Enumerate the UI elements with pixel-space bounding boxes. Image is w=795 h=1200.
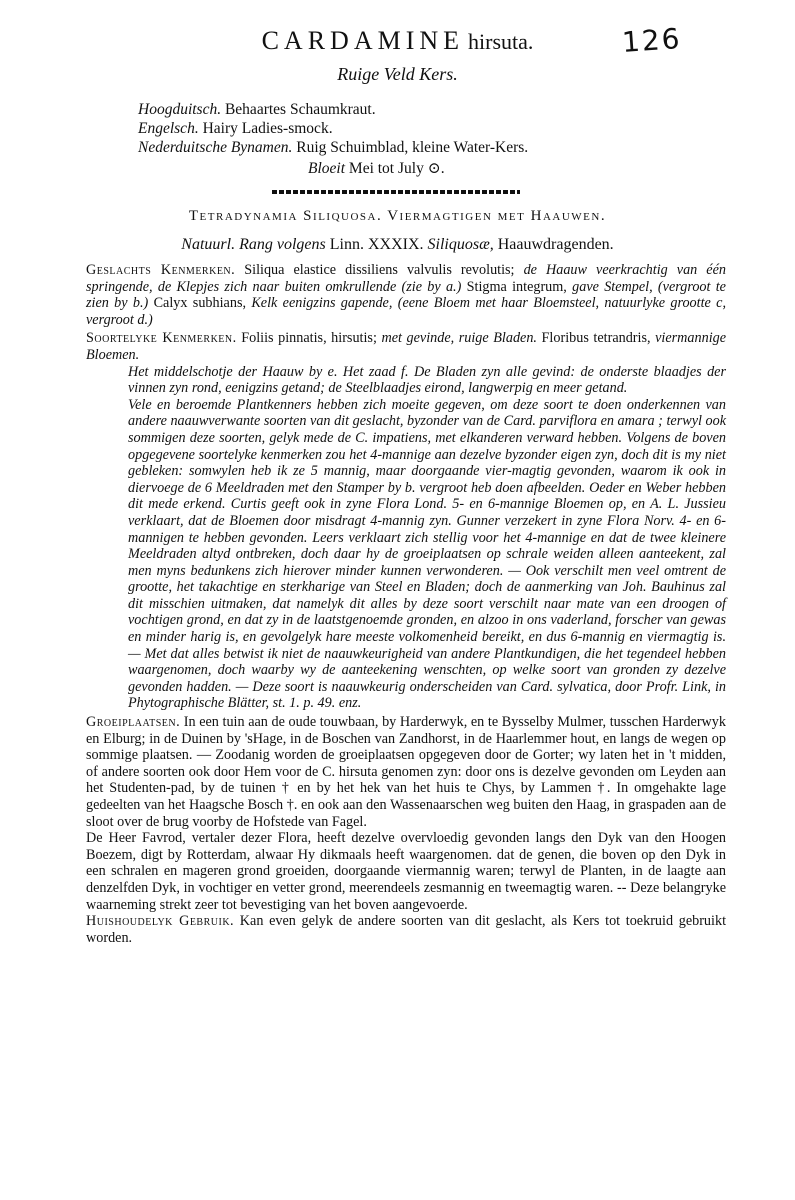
ornamental-divider xyxy=(272,190,520,194)
observation-discussion: Vele en beroemde Plantkenners hebben zich moeite gegeven, om deze soort te doen onderkennen van andere naauwverwante soorten van dit geslacht, byzonder van de Card. parviflora en amara ; terwyl ook sommigen deze soorten, gelyk mede de C. impatiens, met elkanderen verward hebben. Volgens de boven opgegevene soortelyke kenmerken zou het 4-mannige aan dezelve byzonder eigen zyn, doch dit is my niet gebleken: somwylen heb ik ze 5 mannig, maar doorgaande vier-magtig gevonden, waarom ik ook in diervoege de 6 Meeldraden met den Stamper by b. vergroot heb doen afbeelden. Oeder en Weber hebben dit mede erkend. Curtis geeft ook in zyne Flora Lond. 5- en 6-mannige Bloemen op, en A. L. Jussieu verklaart, dat de Bloemen door misdragt 4-mannig zyn. Gunner verzekert in zyne Flora Norv. 4- en 6-mannigen te hebben gevonden. Leers verklaart zich stellig voor het 4-mannige en dat de twee kleinere Meeldraden altyd ontbreken, doch daar hy de groeiplaatsen op schrale weiden alleen aanteekent, zal men myns bedunkens zich hierover minder kunnen verwonderen. — Ook verschilt men veel omtrent de grootte, het takachtige en sterkharige van Steel en Bladen; doch de aanmerking van Joh. Bauhinus zal dit misschien uitmaken, dat namelyk dit alles by deze soort verschilt naar mate van een droogen of vochtigen grond, en dat zy in de laatstgenoemde gronden, en alzoo in ons vaderland, forscher van gewas en minder harig is, en gevolgelyk hare meeste volkomenheid bereikt, en dus 6-mannig en viermagtig is. — Met dat alles betwist ik niet de naauwkeurigheid van andere Plantkundigen, die het tegendeel hebben waargenomen, doch waarby wy de aanteekening wenschten, op welke soort van gronden zy dezelve gevonden hadden. — Deze soort is naauwkeurig onderscheiden van Card. sylvatica, door Profr. Link, in Phytographische Blätter, st. 1. p. 49. enz. xyxy=(128,396,726,712)
species-epithet: hirsuta. xyxy=(468,29,534,54)
page-number: 126 xyxy=(620,21,683,60)
species-characters: Soortelyke Kenmerken. Foliis pinnatis, hirsutis; met gevinde, ruige Bladen. Floribus tetrandris, viermannige Bloemen. xyxy=(86,330,727,363)
genus-name: CARDAMINE xyxy=(261,26,465,55)
linnaean-classification: Tetradynamia Siliquosa. Viermagtigen met Haauwen. xyxy=(188,208,607,224)
observation-parts: Het middelschotje der Haauw by e. Het zaad f. De Bladen zyn alle gevind: de onderste blaadjes der vinnen zyn rond, eenigzins getand; de Steelblaadjes eirond, langwerpig en meer getand. xyxy=(128,363,726,397)
habitat-favrod: De Heer Favrod, vertaler dezer Flora, heeft dezelve overvloedig gevonden langs den Dyk van den Hoogen Boezem, digt by Rotterdam, alwaar Hy dikmaals heeft waargenomen. dat de genen, die boven op den Dyk in een schralen en mageren grond groeiden, doorgaande viermannig waren; terwyl de Planten, in de laagte aan denzelfden Dyk, in vochtiger en vetter grond, meerendeels zesmannig en tweemagtig waren. -- Deze belangryke waarneming strekt zeer tot bevestiging van het boven aangevoerde. xyxy=(86,830,726,913)
vernacular-names xyxy=(138,100,528,157)
dutch-common-name: Ruige Veld Kers. xyxy=(337,64,458,84)
natural-order: Natuurl. Rang volgens Linn. XXXIX. Siliquosæ, Haauwdragenden. xyxy=(181,236,614,253)
name-row-english: Engelsch. Hairy Ladies-smock. xyxy=(138,120,333,137)
main-text xyxy=(86,262,726,946)
name-row-dutch: Nederduitsche Bynamen. Ruig Schuimblad, kleine Water-Kers. xyxy=(138,139,529,156)
name-row-german: Hoogduitsch. Behaartes Schaumkraut. xyxy=(138,101,376,118)
genus-characters: Geslachts Kenmerken. Siliqua elastice dissiliens valvulis revolutis; de Haauw veerkrachtig van één springende, de Klepjes zich naar buiten omkrullende (zie by a.) Stigma integrum, gave Stempel, (vergroot te zien by b.) Calyx subhians, Kelk eenigzins gapende, (eene Bloem met haar Bloemsteel, natuurlyke grootte c, vergroot d.) xyxy=(86,262,726,328)
habitat-section: Groeiplaatsen. In een tuin aan de oude touwbaan, by Harderwyk, en te Bysselby Mulmer, tusschen Harderwyk en Elburg; in de Duinen by 'sHage, in de Boschen van Zandhorst, in de Haarlemmer hout, en langs de wegen op sommige plaatsen. — Zoodanig worden de groeiplaatsen opgegeven door de Gorter; wy laten het in 't midden, of andere soorten ook door Hem voor de C. hirsuta genomen zyn: door ons is dezelve gevonden om Leyden aan het Studenten-pad, by de tuinen † en by het hek van het huis te Chys, by Lammen †. In omgehakte lage gedeelten van het Haagsche Bosch †. en ook aan den Wassenaarschen weg buiten den Haag, in graspaden aan de sloot over de brug voorby de Hofstede van Fagel. xyxy=(86,714,726,830)
uses-section: Huishoudelyk Gebruik. Kan even gelyk de andere soorten van dit geslacht, als Kers tot toekruid gebruikt worden. xyxy=(86,913,727,946)
flowering-period: Bloeit Mei tot July ⊙. xyxy=(308,160,445,177)
